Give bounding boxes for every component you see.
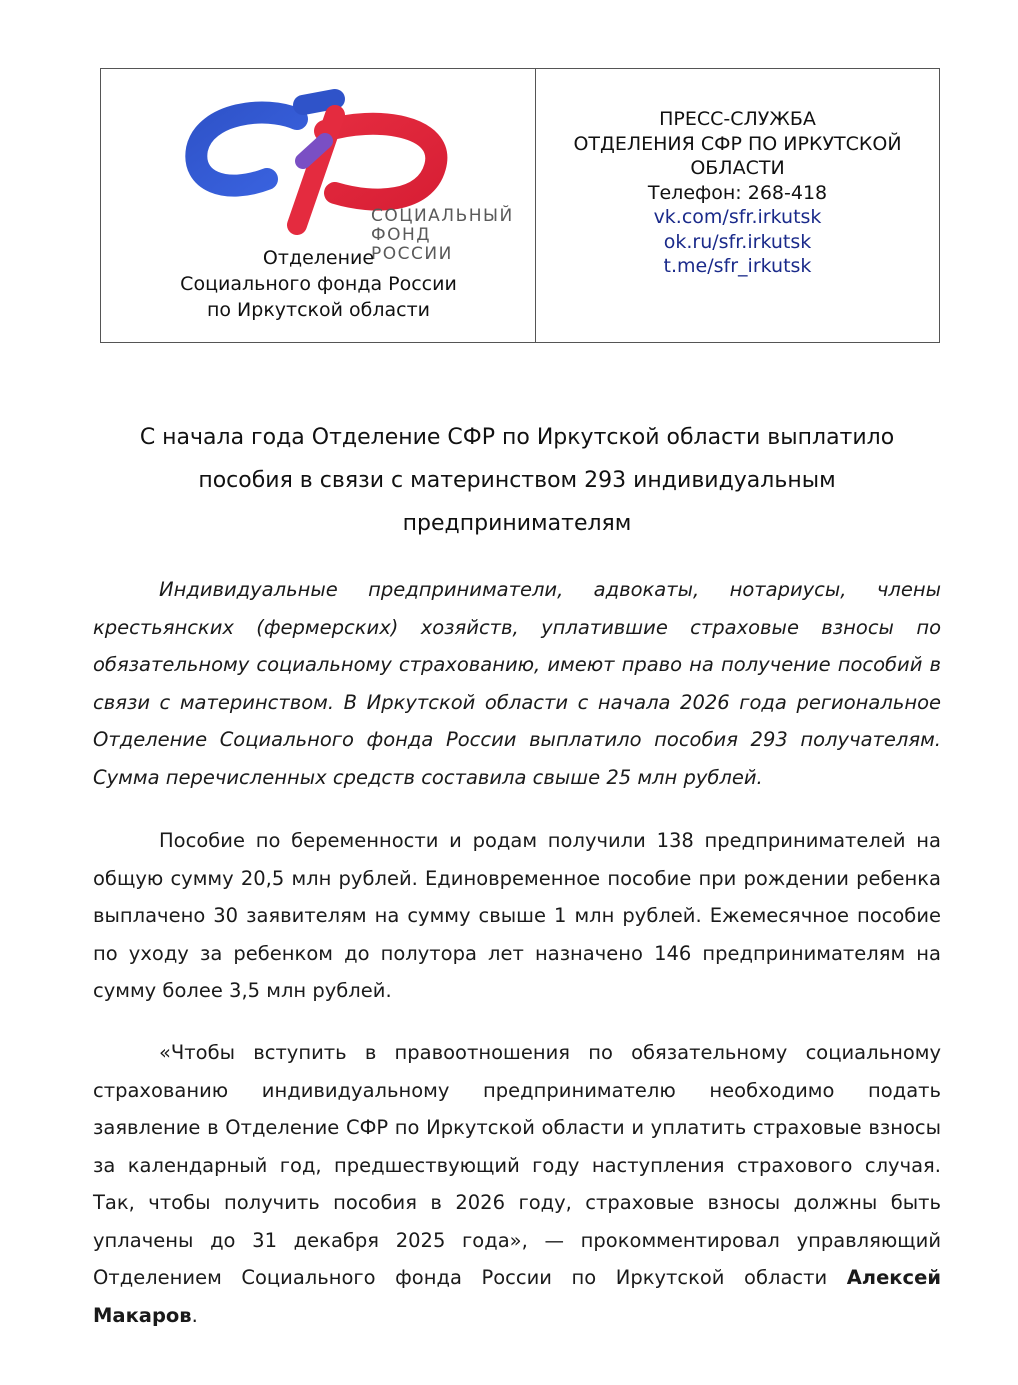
org-name-line1: Отделение bbox=[262, 247, 375, 269]
body-paragraph-3 bbox=[93, 1034, 941, 1334]
telegram-link[interactable]: t.me/sfr_irkutsk bbox=[663, 255, 812, 277]
logo-text-line1: СОЦИАЛЬНЫЙ bbox=[371, 206, 514, 226]
quote-end: . bbox=[191, 1303, 198, 1327]
quote-text: «Чтобы вступить в правоотношения по обязательному социальному страхованию индивидуальному предпринимателю необходимо подать заявление в Отделение СФР по Иркутской области и уплатить страховые взносы за календарный год, предшествующий году наступления страхового случая. Так, чтобы получить пособия в 2026 году, страховые взносы должны быть уплачены до 31 декабря 2025 года», — прокомментировал управляющий Отделением Социального фонда России по Иркутской области bbox=[93, 1041, 941, 1289]
logo-text-line2: ФОНД РОССИИ bbox=[371, 225, 453, 264]
org-name bbox=[101, 245, 536, 323]
press-service-block bbox=[536, 107, 939, 279]
lead-paragraph: Индивидуальные предприниматели, адвокаты, нотариусы, члены крестьянских (фермерских) хозяйств, уплатившие страховые взносы по обязательному социальному страхованию, имеют право на получение пособий в связи с материнством. В Иркутской области с начала 2026 года региональное Отделение Социального фонда России выплатило пособия 293 получателям. Сумма перечисленных средств составила свыше 25 млн рублей. bbox=[93, 578, 941, 789]
manager-name: Алексей Макаров bbox=[93, 1266, 941, 1327]
press-title-line1: ПРЕСС-СЛУЖБА bbox=[659, 108, 816, 130]
article-title: С начала года Отделение СФР по Иркутской области выплатило пособия в связи с материнством 293 индивидуальным предпринимателям bbox=[139, 425, 895, 536]
header-left-cell bbox=[101, 69, 536, 342]
org-name-line3: по Иркутской области bbox=[206, 299, 431, 321]
header-right-cell bbox=[536, 69, 939, 342]
vk-link[interactable]: vk.com/sfr.irkutsk bbox=[653, 206, 822, 228]
press-title-line3: ОБЛАСТИ bbox=[690, 157, 785, 179]
ok-link[interactable]: ok.ru/sfr.irkutsk bbox=[663, 230, 812, 253]
press-phone: Телефон: 268-418 bbox=[647, 181, 828, 204]
header-box bbox=[100, 68, 940, 343]
org-name-line2: Социального фонда России bbox=[180, 273, 457, 295]
body-paragraph-2: Пособие по беременности и родам получили 138 предпринимателей на общую сумму 20,5 млн рублей. Единовременное пособие при рождении ребенка выплачено 30 заявителям на сумму свыше 1 млн рублей. Ежемесячное пособие по уходу за ребенком до полутора лет назначено 146 предпринимателям на сумму более 3,5 млн рублей. bbox=[93, 829, 941, 1002]
press-title-line2: ОТДЕЛЕНИЯ СФР ПО ИРКУТСКОЙ bbox=[573, 132, 902, 155]
